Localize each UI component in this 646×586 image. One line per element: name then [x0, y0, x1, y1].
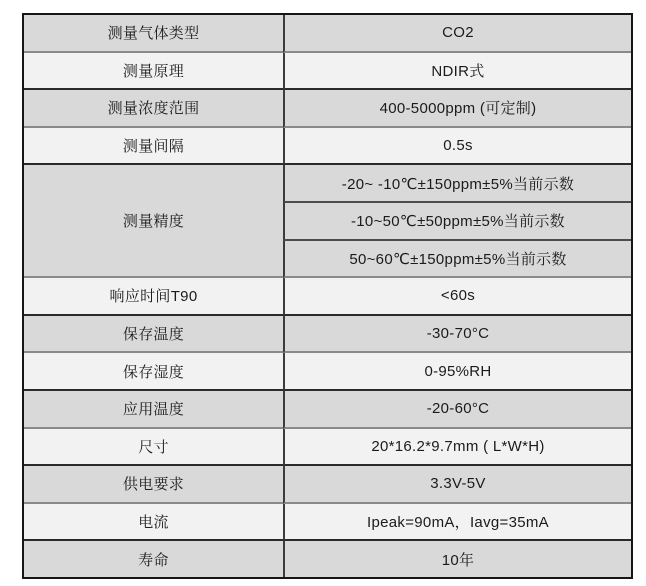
spec-label-cell: 尺寸 [24, 429, 283, 467]
spec-label-cell: 应用温度 [24, 391, 283, 429]
table-row [24, 165, 631, 203]
spec-value-cell: 0-95%RH [283, 353, 631, 391]
table-row [24, 53, 631, 91]
spec-value-cell: 20*16.2*9.7mm ( L*W*H) [283, 429, 631, 467]
table-row [24, 504, 631, 542]
spec-label-cell: 测量原理 [24, 53, 283, 91]
spec-label-cell: 保存温度 [24, 316, 283, 354]
table-row [24, 90, 631, 128]
spec-label-cell: 供电要求 [24, 466, 283, 504]
spec-label-cell: 测量浓度范围 [24, 90, 283, 128]
spec-label-cell: 测量气体类型 [24, 15, 283, 53]
table-row [24, 316, 631, 354]
spec-value-cell: Ipeak=90mA，Iavg=35mA [283, 504, 631, 542]
spec-label-cell: 保存湿度 [24, 353, 283, 391]
spec-value-cell: 50~60℃±150ppm±5%当前示数 [283, 241, 631, 279]
spec-value-cell: <60s [283, 278, 631, 316]
spec-value-cell: 0.5s [283, 128, 631, 166]
spec-label-cell: 测量间隔 [24, 128, 283, 166]
table-row [24, 353, 631, 391]
table-row [24, 429, 631, 467]
spec-value-cell: -20-60°C [283, 391, 631, 429]
spec-label-cell: 寿命 [24, 541, 283, 577]
spec-value-cell: -30-70°C [283, 316, 631, 354]
spec-value-cell: 400-5000ppm (可定制) [283, 90, 631, 128]
spec-value-cell: -20~ -10℃±150ppm±5%当前示数 [283, 165, 631, 203]
spec-label-cell: 响应时间T90 [24, 278, 283, 316]
spec-value-cell: -10~50℃±50ppm±5%当前示数 [283, 203, 631, 241]
table-row [24, 15, 631, 53]
spec-label-cell: 电流 [24, 504, 283, 542]
spec-table-frame [22, 13, 633, 579]
spec-value-cell: NDIR式 [283, 53, 631, 91]
spec-value-cell: CO2 [283, 15, 631, 53]
spec-value-cell: 10年 [283, 541, 631, 577]
spec-value-cell: 3.3V-5V [283, 466, 631, 504]
table-row [24, 466, 631, 504]
table-row [24, 128, 631, 166]
table-row [24, 278, 631, 316]
table-row [24, 391, 631, 429]
table-row [24, 541, 631, 577]
spec-table [24, 15, 631, 577]
spec-label-cell: 测量精度 [24, 165, 283, 278]
